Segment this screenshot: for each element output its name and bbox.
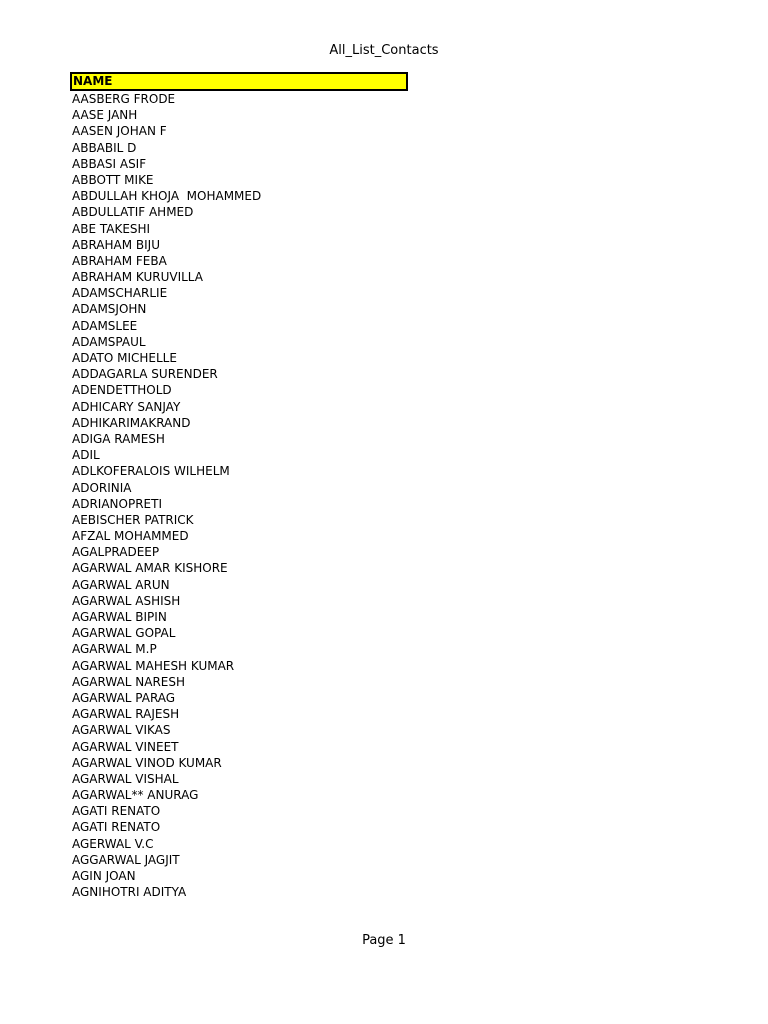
contact-row: ABRAHAM FEBA xyxy=(72,253,167,268)
contact-row: AGALPRADEEP xyxy=(72,545,160,560)
contact-row: AGARWAL M.P xyxy=(72,642,157,657)
contact-row: AGARWAL AMAR KISHORE xyxy=(72,561,228,576)
contact-row: AGARWAL PARAG xyxy=(72,690,176,705)
contact-row: ABDULLAH KHOJA MOHAMMED xyxy=(72,189,262,204)
contact-row: ABBABIL D xyxy=(72,140,137,155)
contact-row: ABDULLATIF AHMED xyxy=(72,205,194,220)
contact-row: ADDAGARLA SURENDER xyxy=(72,367,218,382)
contact-row: ADENDETTHOLD xyxy=(72,383,172,398)
contact-row: AGARWAL** ANURAG xyxy=(72,788,199,803)
contact-row: ABBASI ASIF xyxy=(72,156,147,171)
contact-row: AEBISCHER PATRICK xyxy=(72,512,194,527)
contact-row: AGERWAL V.C xyxy=(72,836,154,851)
contact-row: ADAMSLEE xyxy=(72,318,138,333)
contact-row: AGATI RENATO xyxy=(72,804,161,819)
contact-row: ADATO MICHELLE xyxy=(72,351,177,365)
contact-row: ADHICARY SANJAY xyxy=(72,399,181,414)
contact-row: AGARWAL ARUN xyxy=(72,577,170,592)
contact-row: ADIGA RAMESH xyxy=(72,431,165,446)
contact-row: AGARWAL RAJESH xyxy=(72,707,180,722)
contact-row: ADLKOFERALOIS WILHELM xyxy=(72,464,230,479)
contact-row: ADAMSCHARLIE xyxy=(72,286,168,301)
name-column-header: NAME xyxy=(70,72,408,91)
contact-row: AGIN JOAN xyxy=(72,869,136,883)
contact-row: AASEN JOHAN F xyxy=(72,124,167,139)
contact-row: ABBOTT MIKE xyxy=(72,172,154,187)
contact-row: AGARWAL VINOD KUMAR xyxy=(72,755,222,770)
contact-list xyxy=(70,91,408,900)
contacts-sheet xyxy=(70,72,408,900)
contact-row: ADORINIA xyxy=(72,480,132,495)
contact-row: AGARWAL VINEET xyxy=(72,739,179,754)
contact-row: AGARWAL NARESH xyxy=(72,674,186,689)
contact-row: AASE JANH xyxy=(72,108,138,123)
contact-row: AGATI RENATO xyxy=(72,820,161,835)
contact-row: ADAMSPAUL xyxy=(72,334,146,349)
contact-row: ABRAHAM KURUVILLA xyxy=(72,270,203,285)
contact-row: ABE TAKESHI xyxy=(72,221,151,236)
contact-row: ABRAHAM BIJU xyxy=(72,237,160,252)
contact-row: AGGARWAL JAGJIT xyxy=(72,852,180,867)
contact-row: AGARWAL VISHAL xyxy=(72,771,179,786)
page-title: All_List_Contacts xyxy=(329,43,439,58)
contact-row: ADIL xyxy=(72,448,100,463)
contact-row: ADRIANOPRETI xyxy=(72,496,162,511)
contact-row: AGARWAL GOPAL xyxy=(72,626,176,641)
contact-row: AGARWAL BIPIN xyxy=(72,610,167,624)
contact-row: ADAMSJOHN xyxy=(72,302,147,317)
contact-row: AGARWAL ASHISH xyxy=(72,593,181,608)
contact-row: AGNIHOTRI ADITYA xyxy=(72,885,187,900)
contact-row: AGARWAL MAHESH KUMAR xyxy=(72,658,235,673)
contact-row: AFZAL MOHAMMED xyxy=(72,529,189,544)
page-number: Page 1 xyxy=(362,933,406,948)
contact-row: ADHIKARIMAKRAND xyxy=(72,415,191,430)
contact-row: AASBERG FRODE xyxy=(72,92,176,106)
contact-row: AGARWAL VIKAS xyxy=(72,723,171,738)
